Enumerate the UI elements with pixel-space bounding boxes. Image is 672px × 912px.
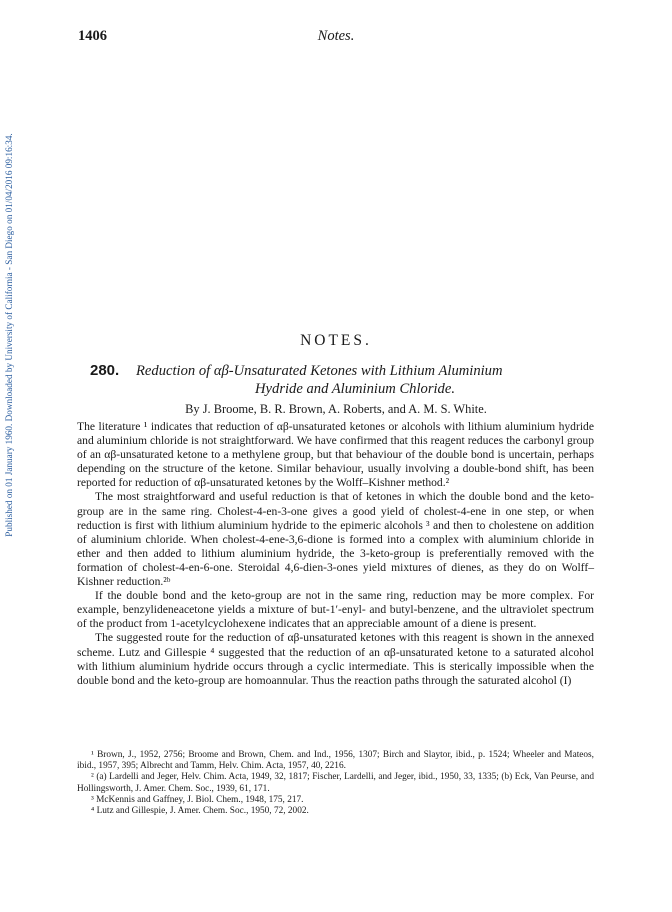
running-head	[78, 28, 594, 46]
footnote: ³ McKennis and Gaffney, J. Biol. Chem., 1948, 175, 217.	[91, 794, 304, 805]
footnote: ¹ Brown, J., 1952, 2756; Broome and Brown, Chem. and Ind., 1956, 1307; Birch and Slaytor, ibid., p. 1524; Wheeler and Mateos, ibid., 1957, 395; Albrecht and Tamm, Helv. Chim. Acta, 1957, 40, 2216.	[77, 750, 594, 772]
footnote: ⁴ Lutz and Gillespie, J. Amer. Chem. Soc., 1950, 72, 2002.	[91, 806, 309, 817]
article-title-line-1: Reduction of αβ-Unsaturated Ketones with Lithium Aluminium	[136, 363, 503, 379]
paragraph: The literature ¹ indicates that reduction of αβ-unsaturated ketones or alcohols with lithium aluminium hydride and aluminium chloride is not straightforward. We have confirmed that this reagent reduces the carbonyl group of an αβ-unsaturated ketone to a methylene group, but that behaviour of the double bond is uncertain, perhaps depending on the structure of the ketone. Similar behaviour, usually involving a double-bond shift, has been reported for reduction of αβ-unsaturated ketones by the Wolff–Kishner method.²	[77, 420, 594, 490]
running-title: Notes.	[317, 28, 355, 44]
page-number: 1406	[78, 28, 107, 44]
article-body	[77, 420, 594, 688]
paragraph: The suggested route for the reduction of αβ-unsaturated ketones with this reagent is shown in the annexed scheme. Lutz and Gillespie ⁴ suggested that the reduction of an αβ-unsaturated ketone to a saturated alcohol with lithium aluminium hydride occurs through a cyclic intermediate. This is sterically impossible when the double bond and the keto-group are homoannular. Thus the reaction paths through the saturated alcohol (I)	[77, 631, 594, 687]
authors: By J. Broome, B. R. Brown, A. Roberts, and A. M. S. White.	[185, 402, 487, 416]
section-heading: NOTES.	[300, 332, 372, 349]
article-title-line-2: Hydride and Aluminium Chloride.	[255, 381, 455, 397]
download-notice-text: Published on 01 January 1960. Downloaded by University of California - San Diego on 01/04/2016 09:16:34.	[4, 133, 14, 537]
paragraph: If the double bond and the keto-group are not in the same ring, reduction may be more complex. For example, benzylideneacetone yields a mixture of but-1′-enyl- and butyl-benzene, and the ultraviolet spectrum of the product from 1-acetylcyclohexene indicates that an appreciable amount of a diene is present.	[77, 589, 594, 631]
article-number: 280.	[90, 362, 120, 379]
footnote: ² (a) Lardelli and Jeger, Helv. Chim. Acta, 1949, 32, 1817; Fischer, Lardelli, and Jeger, ibid., 1950, 33, 1335; (b) Eck, Van Peurse, and Hollingsworth, J. Amer. Chem. Soc., 1939, 61, 171.	[77, 772, 594, 794]
footnotes	[77, 750, 594, 817]
paragraph: The most straightforward and useful reduction is that of ketones in which the double bond and the keto-group are in the same ring. Cholest-4-en-3-one gives a good yield of cholest-4-ene in one step, or when reduction is first with lithium aluminium hydride to the epimeric alcohols ³ and then to cholestene on addition of aluminium chloride. When cholest-4-ene-3,6-dione is formed into a complex with aluminium chloride in ether and then added to lithium aluminium hydride, the 3-keto-group is preferentially removed with the formation of cholest-4-en-6-one. Steroidal 4,6-dien-3-ones yield mixtures of dienes, as they do on Wolff–Kishner reduction.²ᵇ	[77, 490, 594, 589]
